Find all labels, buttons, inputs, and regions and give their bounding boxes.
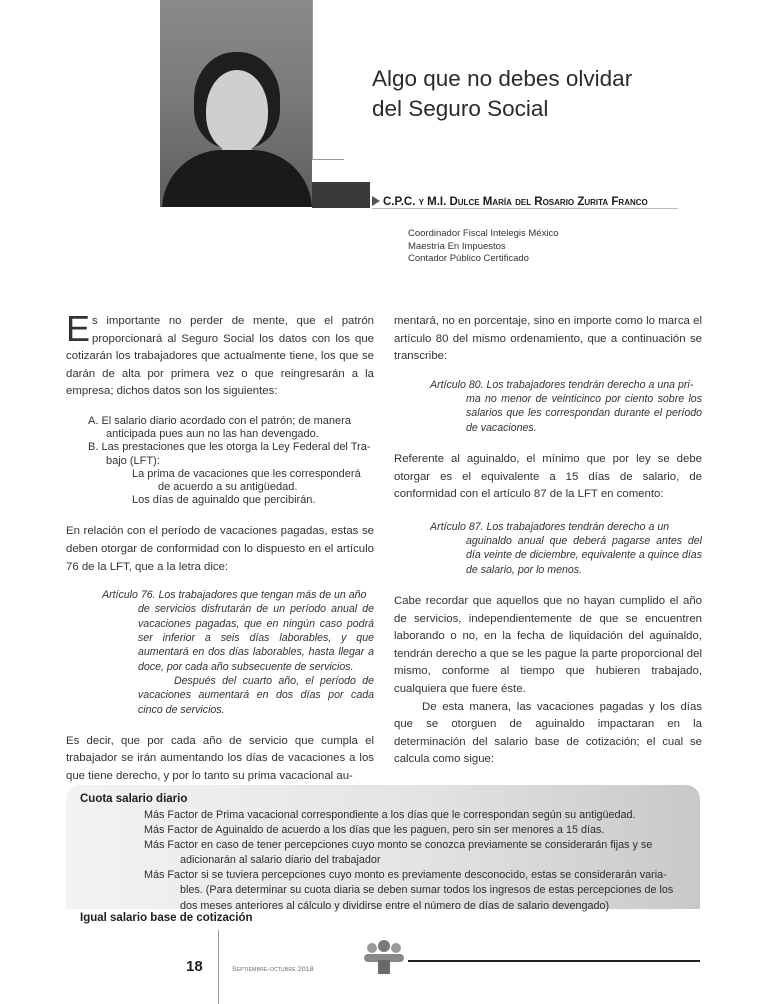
footer-rule xyxy=(408,960,700,962)
issue-date: Septiembre-octubre 2018 xyxy=(232,966,314,973)
arrow-icon xyxy=(372,196,380,206)
box-title: Cuota salario diario xyxy=(80,793,188,805)
photo-face xyxy=(206,70,268,152)
author-credentials xyxy=(408,228,558,266)
paragraph: De esta manera, las vacaciones pagadas y los días que se otorguen de aguinaldo impactaran en la determinación del salario base de cotización; el cual se calcula como sigue: xyxy=(394,700,702,766)
quote-second-paragraph: Después del cuarto año, el período de vacaciones aumentará en dos días por cada cinco de servicios. xyxy=(138,674,374,716)
quote-body: aguinaldo anual que deberá pagarse antes del día veinte de diciembre, equivalente a quince días de salario, por lo menos. xyxy=(466,535,702,576)
data-list xyxy=(88,415,374,507)
quote-first-line: Artículo 80. Los trabajadores tendrán derecho a una pri- xyxy=(430,378,694,391)
quote-body: ma no menor de veinticinco por ciento sobre los salarios que les correspondan durante el período de vacaciones. xyxy=(466,393,702,434)
publisher-logo-icon xyxy=(358,940,410,974)
footer-vertical-line xyxy=(218,930,219,1004)
intro-paragraph xyxy=(66,308,374,401)
list-item-b: B. Las prestaciones que les otorga la Ley Federal del Tra- xyxy=(88,441,371,454)
paragraph: En relación con el período de vacaciones pagadas, estas se deben otorgar de conformidad con lo dispuesto en el artículo 76 de la LFT, que a la letra dice: xyxy=(66,525,374,573)
decor-dark-block xyxy=(312,182,370,208)
author-byline xyxy=(372,196,648,208)
box-line: Más Factor de Aguinaldo de acuerdo a los días que les paguen, pero sin ser menores a 15 días. xyxy=(144,824,605,837)
quote-body: de servicios disfrutarán de un período anual de vacaciones pagadas, que en ningún caso podrá ser inferior a seis días laborables, y que aumentará en dos días laborables, hasta llegar a doce, por cada año subsecuente de servicios. xyxy=(138,603,374,673)
paragraph: mentará, no en porcentaje, sino en importe como lo marca el artículo 80 del mismo ordenamiento, que a continuación se transcribe: xyxy=(394,315,702,363)
left-column xyxy=(66,308,374,786)
drop-cap: E xyxy=(66,308,91,349)
box-line: Más Factor de Prima vacacional correspondiente a los días que le correspondan según su antigüedad. xyxy=(144,809,636,821)
quote-first-line: Artículo 87. Los trabajadores tendrán derecho a un xyxy=(430,520,670,533)
box-line: Más Factor si se tuviera percepciones cuyo monto es previamente desconocido, estas se considerarán varia- xyxy=(144,869,667,882)
quote-article-87 xyxy=(430,520,702,577)
title-line-2: del Seguro Social xyxy=(372,96,549,121)
quote-article-80 xyxy=(430,378,702,435)
right-column xyxy=(394,313,702,769)
decor-horizontal-line xyxy=(312,159,344,160)
list-item-a-cont: anticipada pues aun no las han devengado. xyxy=(106,428,319,441)
list-item-a: A. El salario diario acordado con el patrón; de manera xyxy=(88,414,351,427)
article-title xyxy=(372,64,632,124)
box-line: Más Factor en caso de tener percepciones cuyo monto se conozca previamente se considerarán fijas y se xyxy=(144,839,653,852)
box-line-cont: bles. (Para determinar su cuota diaria se deben sumar todos los ingresos de estas percepciones de los dos meses anteriores al cálculo y dividirse entre el número de días de salario devengado) xyxy=(180,884,674,912)
quote-first-line: Artículo 76. Los trabajadores que tengan más de un año xyxy=(102,589,367,602)
paragraph: Referente al aguinaldo, el mínimo que por ley se debe otorgar es el equivalente a 15 días de salario, de conformidad con el artículo 87 de la LFT en comento: xyxy=(394,452,702,501)
author-name: C.P.C. y M.I. Dulce María del Rosario Zurita Franco xyxy=(383,196,648,208)
list-subitem-1-cont: de acuerdo a su antigüedad. xyxy=(158,480,298,493)
box-footer: Igual salario base de cotización xyxy=(80,912,253,924)
list-item-b-cont: bajo (LFT): xyxy=(106,454,160,467)
author-underline xyxy=(372,208,678,209)
intro-text: s importante no perder de mente, que el patrón proporcionará al Seguro Social los datos con los que cotizarán los trabajadores que actualmente tiene, los que se darán de alta por primera vez o que reingresarán a la empresa; dichos datos son los siguientes: xyxy=(66,315,374,398)
photo-body xyxy=(162,150,312,207)
title-line-1: Algo que no debes olvidar xyxy=(372,66,633,91)
decor-vertical-line xyxy=(312,0,313,160)
credential-line: Contador Público Certificado xyxy=(408,253,529,264)
box-line-cont: adicionarán al salario diario del trabajador xyxy=(180,854,381,867)
quote-article-76 xyxy=(102,588,374,717)
credential-line: Coordinador Fiscal Intelegis México xyxy=(408,228,559,239)
paragraph: Cabe recordar que aquellos que no hayan cumplido el año de servicios, independientemente de que se encuentren laborando o no, en la fecha de liquidación del aguinaldo, tendrán derecho a que se les pague la parte proporcional del mismo, conforme al tiempo que hubieren trabajado, cualquiera que fuere éste. xyxy=(394,594,702,695)
page-number: 18 xyxy=(186,958,203,975)
list-subitem-2: Los días de aguinaldo que percibirán. xyxy=(132,494,316,507)
credential-line: Maestría En Impuestos xyxy=(408,240,506,252)
box-lines xyxy=(144,808,692,914)
author-photo xyxy=(160,0,312,207)
list-subitem-1: La prima de vacaciones que les corresponderá xyxy=(132,467,361,480)
paragraph: Es decir, que por cada año de servicio que cumpla el trabajador se irán aumentando los días de vacaciones a los que tiene derecho, y por lo tanto su prima vacacional au- xyxy=(66,734,374,783)
